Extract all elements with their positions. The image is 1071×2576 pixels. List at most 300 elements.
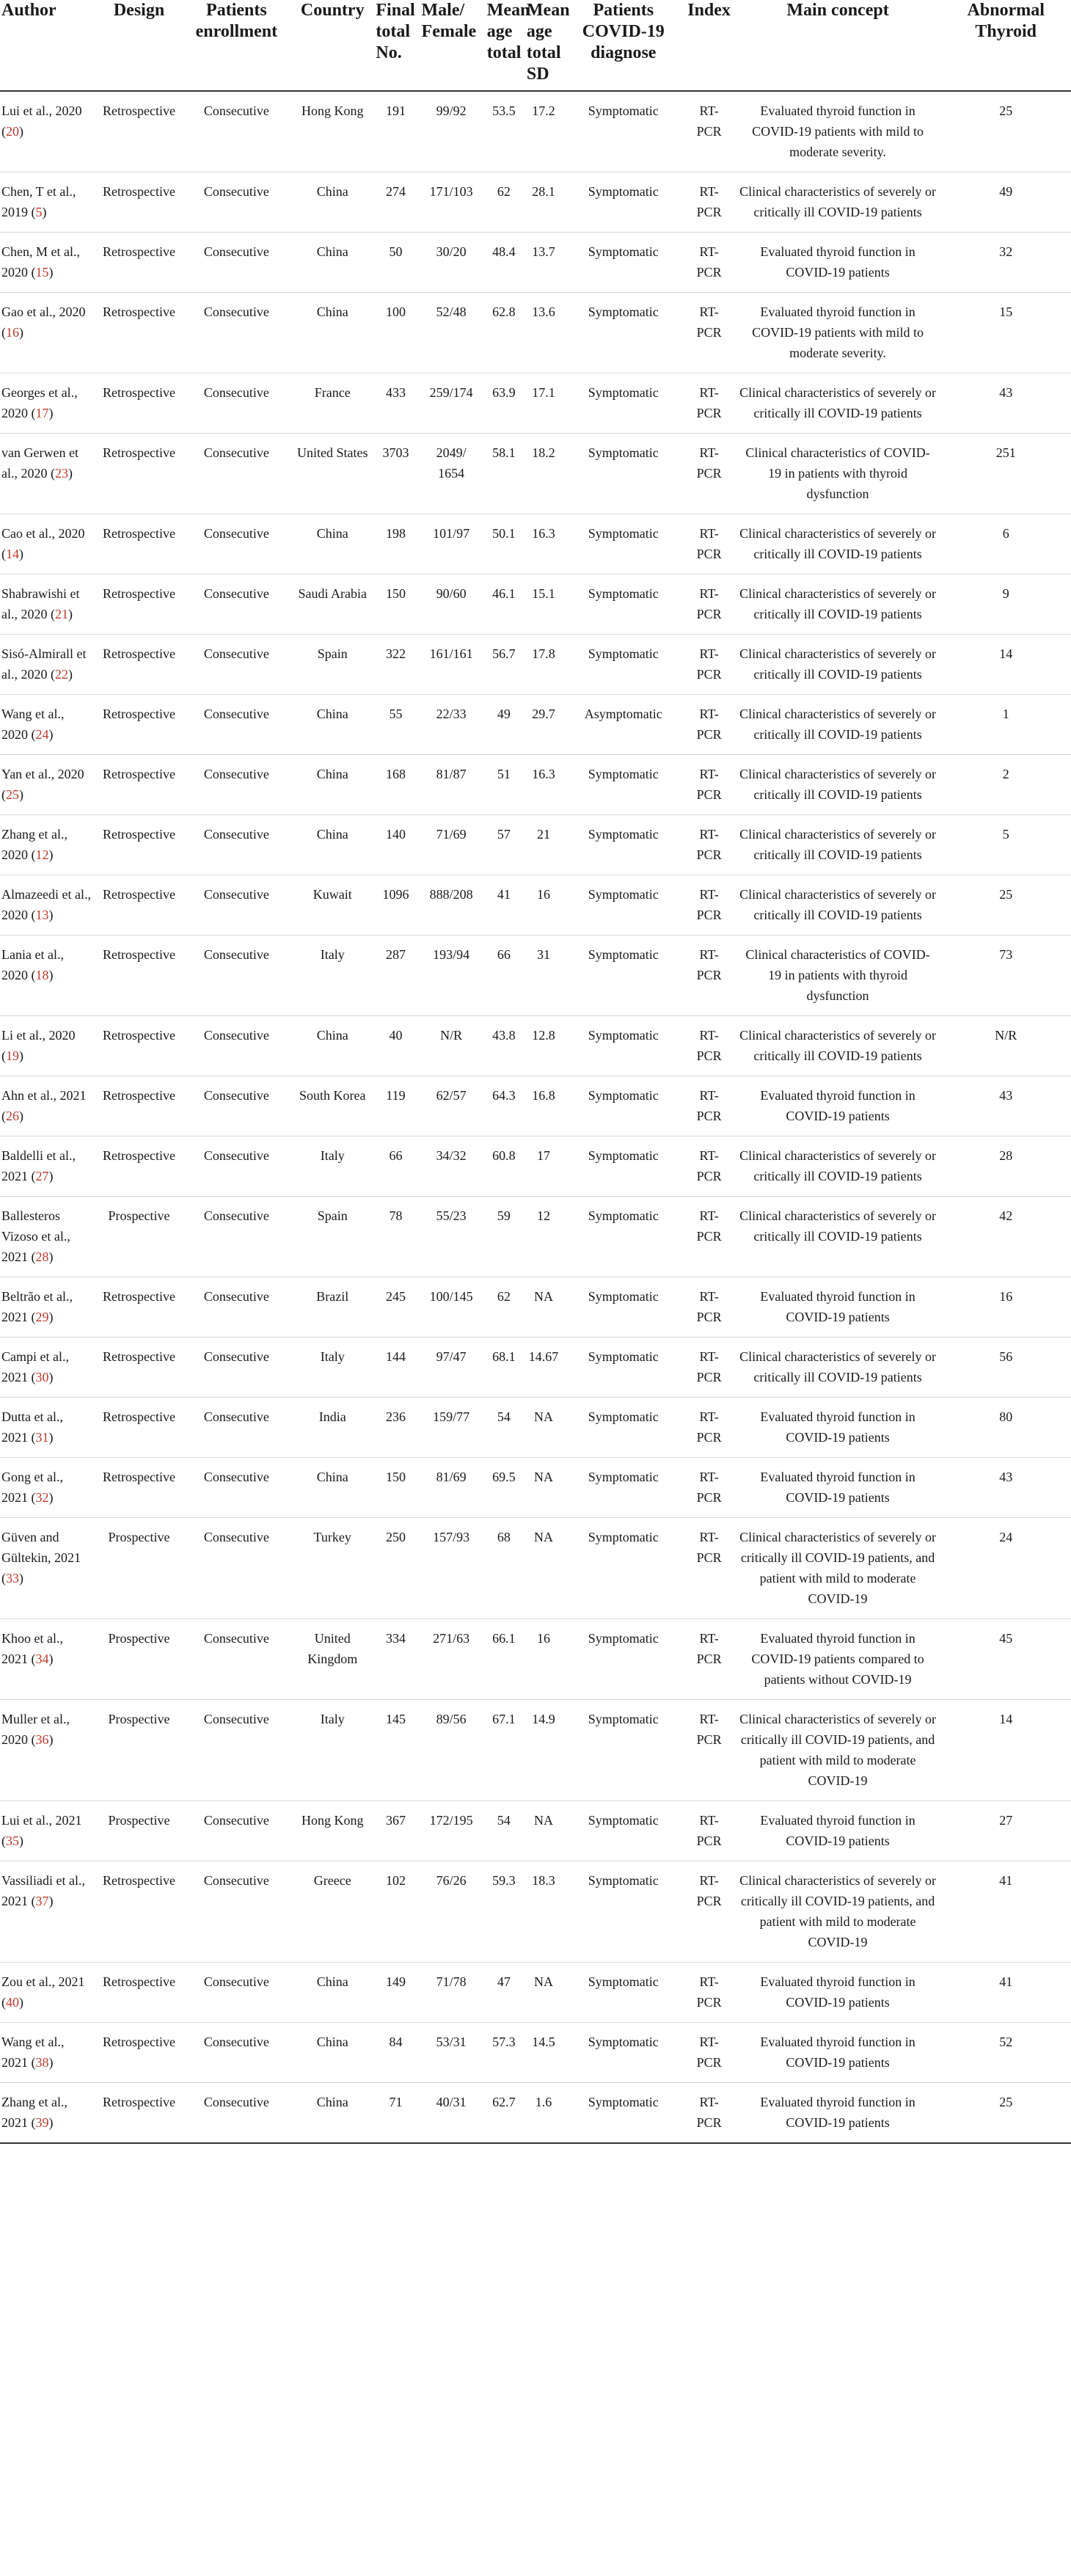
table-row bbox=[0, 233, 1071, 293]
table-row bbox=[0, 815, 1071, 875]
cell-main-concept: Evaluated thyroid function in COVID-19 patients bbox=[735, 1398, 941, 1458]
cell-final-total: 236 bbox=[373, 1398, 418, 1458]
cell-index: RT-PCR bbox=[683, 935, 734, 1016]
cell-abnormal-thyroid: 5 bbox=[940, 815, 1071, 875]
cell-mean-age-sd: 16.8 bbox=[524, 1076, 563, 1136]
cell-mean-age: 66.1 bbox=[484, 1619, 524, 1700]
cell-design: Retrospective bbox=[97, 1136, 180, 1197]
reference-link[interactable]: 32 bbox=[35, 1490, 49, 1505]
author-name: Dutta et al., 2021 bbox=[1, 1409, 63, 1445]
cell-final-total: 150 bbox=[373, 1458, 418, 1518]
cell-abnormal-thyroid: 52 bbox=[940, 2023, 1071, 2083]
cell-mean-age-sd: 17.1 bbox=[524, 373, 563, 434]
author-name: Lania et al., 2020 bbox=[1, 947, 64, 982]
reference-link[interactable]: 12 bbox=[35, 847, 49, 862]
cell-diagnose: Symptomatic bbox=[563, 1338, 683, 1398]
author-name: van Gerwen et al., 2020 bbox=[1, 445, 78, 481]
cell-enrollment: Consecutive bbox=[181, 635, 292, 695]
cell-mean-age-sd: NA bbox=[524, 1277, 563, 1338]
table-row bbox=[0, 1518, 1071, 1619]
cell-final-total: 198 bbox=[373, 514, 418, 574]
cell-country: Hong Kong bbox=[292, 91, 373, 172]
reference-link[interactable]: 20 bbox=[6, 124, 19, 139]
cell-enrollment: Consecutive bbox=[181, 1016, 292, 1076]
cell-final-total: 119 bbox=[373, 1076, 418, 1136]
table-row bbox=[0, 1277, 1071, 1338]
cell-final-total: 274 bbox=[373, 172, 418, 233]
cell-enrollment: Consecutive bbox=[181, 172, 292, 233]
reference-link[interactable]: 5 bbox=[35, 205, 43, 219]
cell-index: RT-PCR bbox=[683, 233, 734, 293]
cell-enrollment: Consecutive bbox=[181, 755, 292, 815]
cell-index: RT-PCR bbox=[683, 91, 734, 172]
cell-design: Retrospective bbox=[97, 91, 180, 172]
cell-index: RT-PCR bbox=[683, 2083, 734, 2144]
cell-diagnose: Symptomatic bbox=[563, 755, 683, 815]
cell-author: Zhang et al., 2020 (12) bbox=[0, 815, 97, 875]
cell-male-female: 271/63 bbox=[419, 1619, 484, 1700]
cell-final-total: 168 bbox=[373, 755, 418, 815]
cell-design: Retrospective bbox=[97, 514, 180, 574]
reference-link[interactable]: 38 bbox=[35, 2055, 49, 2070]
cell-design: Retrospective bbox=[97, 2023, 180, 2083]
table-row bbox=[0, 1398, 1071, 1458]
reference-link[interactable]: 23 bbox=[55, 466, 68, 481]
cell-country: Italy bbox=[292, 1136, 373, 1197]
cell-index: RT-PCR bbox=[683, 1700, 734, 1801]
cell-diagnose: Symptomatic bbox=[563, 1458, 683, 1518]
reference-link[interactable]: 25 bbox=[6, 787, 19, 802]
cell-index: RT-PCR bbox=[683, 172, 734, 233]
cell-index: RT-PCR bbox=[683, 815, 734, 875]
cell-country: France bbox=[292, 373, 373, 434]
cell-diagnose: Symptomatic bbox=[563, 1518, 683, 1619]
cell-final-total: 66 bbox=[373, 1136, 418, 1197]
author-name: Beltrão et al., 2021 bbox=[1, 1289, 73, 1324]
cell-diagnose: Symptomatic bbox=[563, 1197, 683, 1277]
cell-author: Zou et al., 2021 (40) bbox=[0, 1963, 97, 2023]
cell-mean-age-sd: 1.6 bbox=[524, 2083, 563, 2144]
cell-country: China bbox=[292, 172, 373, 233]
reference-link[interactable]: 18 bbox=[35, 968, 49, 982]
reference-link[interactable]: 13 bbox=[35, 908, 49, 922]
cell-author: Lui et al., 2020 (20) bbox=[0, 91, 97, 172]
author-name: Muller et al., 2020 bbox=[1, 1712, 70, 1747]
cell-abnormal-thyroid: 49 bbox=[940, 172, 1071, 233]
author-name: Chen, M et al., 2020 bbox=[1, 244, 80, 280]
cell-abnormal-thyroid: 25 bbox=[940, 2083, 1071, 2144]
cell-abnormal-thyroid: 56 bbox=[940, 1338, 1071, 1398]
reference-link[interactable]: 29 bbox=[35, 1310, 49, 1324]
cell-mean-age-sd: 12 bbox=[524, 1197, 563, 1277]
cell-mean-age-sd: 18.3 bbox=[524, 1861, 563, 1963]
cell-main-concept: Evaluated thyroid function in COVID-19 patients bbox=[735, 2023, 941, 2083]
cell-main-concept: Clinical characteristics of severely or critically ill COVID-19 patients bbox=[735, 875, 941, 935]
reference-link[interactable]: 33 bbox=[6, 1571, 19, 1586]
reference-link[interactable]: 19 bbox=[6, 1048, 19, 1063]
cell-mean-age-sd: NA bbox=[524, 1963, 563, 2023]
cell-design: Retrospective bbox=[97, 1398, 180, 1458]
cell-country: Saudi Arabia bbox=[292, 574, 373, 635]
cell-mean-age: 57.3 bbox=[484, 2023, 524, 2083]
cell-diagnose: Symptomatic bbox=[563, 1861, 683, 1963]
reference-link[interactable]: 34 bbox=[35, 1652, 49, 1666]
cell-author: Dutta et al., 2021 (31) bbox=[0, 1398, 97, 1458]
cell-design: Prospective bbox=[97, 1197, 180, 1277]
reference-link[interactable]: 39 bbox=[35, 2115, 49, 2130]
cell-main-concept: Clinical characteristics of severely or critically ill COVID-19 patients bbox=[735, 574, 941, 635]
cell-index: RT-PCR bbox=[683, 635, 734, 695]
cell-main-concept: Clinical characteristics of severely or critically ill COVID-19 patients, and patient with mild to moderate COVID-19 bbox=[735, 1700, 941, 1801]
cell-author: Lania et al., 2020 (18) bbox=[0, 935, 97, 1016]
cell-enrollment: Consecutive bbox=[181, 373, 292, 434]
header-diagnose: Patients COVID-19 diagnose bbox=[563, 0, 683, 91]
header-enrollment: Patients enrollment bbox=[181, 0, 292, 91]
cell-mean-age-sd: NA bbox=[524, 1458, 563, 1518]
author-name: Zou et al., 2021 bbox=[1, 1974, 85, 1989]
cell-index: RT-PCR bbox=[683, 373, 734, 434]
author-name: Cao et al., 2020 bbox=[1, 526, 85, 541]
cell-mean-age: 60.8 bbox=[484, 1136, 524, 1197]
cell-abnormal-thyroid: 1 bbox=[940, 695, 1071, 755]
cell-final-total: 3703 bbox=[373, 434, 418, 514]
cell-author: Baldelli et al., 2021 (27) bbox=[0, 1136, 97, 1197]
cell-male-female: 71/78 bbox=[419, 1963, 484, 2023]
cell-final-total: 78 bbox=[373, 1197, 418, 1277]
table-row bbox=[0, 514, 1071, 574]
author-name: Baldelli et al., 2021 bbox=[1, 1148, 76, 1183]
cell-enrollment: Consecutive bbox=[181, 2083, 292, 2144]
cell-index: RT-PCR bbox=[683, 1398, 734, 1458]
cell-diagnose: Symptomatic bbox=[563, 172, 683, 233]
table-row bbox=[0, 293, 1071, 373]
cell-index: RT-PCR bbox=[683, 1861, 734, 1963]
cell-mean-age: 51 bbox=[484, 755, 524, 815]
reference-link[interactable]: 27 bbox=[35, 1169, 49, 1183]
cell-country: China bbox=[292, 1016, 373, 1076]
cell-abnormal-thyroid: 80 bbox=[940, 1398, 1071, 1458]
cell-final-total: 100 bbox=[373, 293, 418, 373]
cell-author: Sisó-Almirall et al., 2020 (22) bbox=[0, 635, 97, 695]
reference-link[interactable]: 31 bbox=[35, 1430, 49, 1445]
cell-enrollment: Consecutive bbox=[181, 1700, 292, 1801]
cell-country: China bbox=[292, 2083, 373, 2144]
reference-link[interactable]: 28 bbox=[35, 1249, 49, 1264]
cell-male-female: 40/31 bbox=[419, 2083, 484, 2144]
cell-mean-age-sd: 16 bbox=[524, 875, 563, 935]
cell-final-total: 334 bbox=[373, 1619, 418, 1700]
cell-author: Beltrão et al., 2021 (29) bbox=[0, 1277, 97, 1338]
cell-mean-age: 68.1 bbox=[484, 1338, 524, 1398]
author-name: Ballesteros Vizoso et al., 2021 bbox=[1, 1208, 70, 1264]
cell-enrollment: Consecutive bbox=[181, 1458, 292, 1518]
cell-index: RT-PCR bbox=[683, 1277, 734, 1338]
cell-abnormal-thyroid: 43 bbox=[940, 1458, 1071, 1518]
cell-diagnose: Symptomatic bbox=[563, 635, 683, 695]
cell-country: China bbox=[292, 233, 373, 293]
cell-enrollment: Consecutive bbox=[181, 1398, 292, 1458]
cell-diagnose: Symptomatic bbox=[563, 2083, 683, 2144]
cell-mean-age: 62 bbox=[484, 1277, 524, 1338]
header-mean-age-sd: Mean age total SD bbox=[524, 0, 563, 91]
header-country: Country bbox=[292, 0, 373, 91]
cell-final-total: 191 bbox=[373, 91, 418, 172]
cell-diagnose: Symptomatic bbox=[563, 1398, 683, 1458]
cell-final-total: 245 bbox=[373, 1277, 418, 1338]
table-row bbox=[0, 1861, 1071, 1963]
author-name: Lui et al., 2020 bbox=[1, 103, 82, 118]
cell-male-female: 2049/ 1654 bbox=[419, 434, 484, 514]
cell-design: Retrospective bbox=[97, 1963, 180, 2023]
cell-mean-age-sd: 15.1 bbox=[524, 574, 563, 635]
cell-main-concept: Clinical characteristics of severely or critically ill COVID-19 patients bbox=[735, 172, 941, 233]
cell-main-concept: Clinical characteristics of COVID-19 in patients with thyroid dysfunction bbox=[735, 935, 941, 1016]
table-row bbox=[0, 2023, 1071, 2083]
table-row bbox=[0, 1136, 1071, 1197]
cell-country: China bbox=[292, 1458, 373, 1518]
cell-index: RT-PCR bbox=[683, 2023, 734, 2083]
cell-main-concept: Clinical characteristics of severely or critically ill COVID-19 patients bbox=[735, 1197, 941, 1277]
cell-diagnose: Symptomatic bbox=[563, 815, 683, 875]
cell-abnormal-thyroid: 24 bbox=[940, 1518, 1071, 1619]
reference-link[interactable]: 17 bbox=[35, 406, 49, 420]
table-row bbox=[0, 635, 1071, 695]
cell-mean-age: 57 bbox=[484, 815, 524, 875]
cell-author: Yan et al., 2020 (25) bbox=[0, 755, 97, 815]
author-name: Almazeedi et al., 2020 bbox=[1, 887, 91, 922]
cell-main-concept: Clinical characteristics of severely or critically ill COVID-19 patients bbox=[735, 695, 941, 755]
author-name: Zhang et al., 2020 bbox=[1, 827, 67, 862]
cell-final-total: 145 bbox=[373, 1700, 418, 1801]
cell-diagnose: Symptomatic bbox=[563, 875, 683, 935]
cell-main-concept: Evaluated thyroid function in COVID-19 patients bbox=[735, 1076, 941, 1136]
cell-final-total: 367 bbox=[373, 1801, 418, 1861]
header-index: Index bbox=[683, 0, 734, 91]
cell-diagnose: Symptomatic bbox=[563, 1963, 683, 2023]
cell-mean-age: 63.9 bbox=[484, 373, 524, 434]
cell-main-concept: Evaluated thyroid function in COVID-19 patients bbox=[735, 2083, 941, 2144]
reference-link[interactable]: 22 bbox=[55, 667, 68, 682]
table-row bbox=[0, 1076, 1071, 1136]
author-name: Ahn et al., 2021 bbox=[1, 1088, 87, 1103]
reference-link[interactable]: 16 bbox=[6, 325, 19, 340]
cell-author: Georges et al., 2020 (17) bbox=[0, 373, 97, 434]
cell-design: Retrospective bbox=[97, 1861, 180, 1963]
author-name: Gao et al., 2020 bbox=[1, 304, 86, 319]
cell-abnormal-thyroid: 27 bbox=[940, 1801, 1071, 1861]
table-body bbox=[0, 91, 1071, 2143]
cell-country: Kuwait bbox=[292, 875, 373, 935]
cell-country: Italy bbox=[292, 1338, 373, 1398]
cell-diagnose: Symptomatic bbox=[563, 1136, 683, 1197]
cell-final-total: 250 bbox=[373, 1518, 418, 1619]
cell-mean-age-sd: 17.8 bbox=[524, 635, 563, 695]
cell-enrollment: Consecutive bbox=[181, 1963, 292, 2023]
cell-mean-age-sd: 13.7 bbox=[524, 233, 563, 293]
cell-mean-age: 43.8 bbox=[484, 1016, 524, 1076]
cell-design: Retrospective bbox=[97, 695, 180, 755]
cell-mean-age: 54 bbox=[484, 1398, 524, 1458]
cell-author: Vassiliadi et al., 2021 (37) bbox=[0, 1861, 97, 1963]
cell-author: Cao et al., 2020 (14) bbox=[0, 514, 97, 574]
cell-index: RT-PCR bbox=[683, 434, 734, 514]
cell-diagnose: Symptomatic bbox=[563, 1016, 683, 1076]
cell-final-total: 322 bbox=[373, 635, 418, 695]
cell-author: Wang et al., 2020 (24) bbox=[0, 695, 97, 755]
author-name: Zhang et al., 2021 bbox=[1, 2095, 67, 2130]
cell-enrollment: Consecutive bbox=[181, 293, 292, 373]
cell-abnormal-thyroid: 14 bbox=[940, 1700, 1071, 1801]
reference-link[interactable]: 26 bbox=[6, 1109, 19, 1123]
cell-diagnose: Symptomatic bbox=[563, 1076, 683, 1136]
cell-mean-age-sd: 31 bbox=[524, 935, 563, 1016]
reference-link[interactable]: 37 bbox=[35, 1894, 49, 1908]
cell-design: Prospective bbox=[97, 1619, 180, 1700]
table-row bbox=[0, 574, 1071, 635]
cell-diagnose: Symptomatic bbox=[563, 1700, 683, 1801]
cell-male-female: N/R bbox=[419, 1016, 484, 1076]
cell-enrollment: Consecutive bbox=[181, 1136, 292, 1197]
cell-final-total: 140 bbox=[373, 815, 418, 875]
cell-final-total: 1096 bbox=[373, 875, 418, 935]
reference-link[interactable]: 36 bbox=[35, 1732, 49, 1747]
cell-main-concept: Clinical characteristics of COVID-19 in patients with thyroid dysfunction bbox=[735, 434, 941, 514]
cell-abnormal-thyroid: N/R bbox=[940, 1016, 1071, 1076]
cell-diagnose: Asymptomatic bbox=[563, 695, 683, 755]
reference-link[interactable]: 30 bbox=[35, 1370, 49, 1384]
cell-author: Muller et al., 2020 (36) bbox=[0, 1700, 97, 1801]
cell-male-female: 259/174 bbox=[419, 373, 484, 434]
cell-design: Retrospective bbox=[97, 233, 180, 293]
cell-mean-age: 47 bbox=[484, 1963, 524, 2023]
cell-enrollment: Consecutive bbox=[181, 1518, 292, 1619]
cell-diagnose: Symptomatic bbox=[563, 1277, 683, 1338]
cell-enrollment: Consecutive bbox=[181, 2023, 292, 2083]
cell-main-concept: Clinical characteristics of severely or critically ill COVID-19 patients bbox=[735, 514, 941, 574]
cell-country: Italy bbox=[292, 1700, 373, 1801]
author-name: Wang et al., 2020 bbox=[1, 707, 65, 742]
cell-country: India bbox=[292, 1398, 373, 1458]
table-row bbox=[0, 1700, 1071, 1801]
cell-diagnose: Symptomatic bbox=[563, 434, 683, 514]
cell-design: Retrospective bbox=[97, 815, 180, 875]
cell-main-concept: Evaluated thyroid function in COVID-19 patients bbox=[735, 1277, 941, 1338]
cell-index: RT-PCR bbox=[683, 1197, 734, 1277]
cell-mean-age-sd: 14.67 bbox=[524, 1338, 563, 1398]
reference-link[interactable]: 14 bbox=[6, 547, 19, 561]
cell-design: Retrospective bbox=[97, 2083, 180, 2144]
cell-abnormal-thyroid: 2 bbox=[940, 755, 1071, 815]
cell-author: Shabrawishi et al., 2020 (21) bbox=[0, 574, 97, 635]
cell-abnormal-thyroid: 45 bbox=[940, 1619, 1071, 1700]
cell-final-total: 50 bbox=[373, 233, 418, 293]
cell-mean-age: 67.1 bbox=[484, 1700, 524, 1801]
cell-mean-age: 46.1 bbox=[484, 574, 524, 635]
cell-enrollment: Consecutive bbox=[181, 1277, 292, 1338]
cell-abnormal-thyroid: 14 bbox=[940, 635, 1071, 695]
header-main-concept: Main concept bbox=[735, 0, 941, 91]
cell-main-concept: Evaluated thyroid function in COVID-19 patients bbox=[735, 1458, 941, 1518]
cell-design: Retrospective bbox=[97, 1277, 180, 1338]
cell-index: RT-PCR bbox=[683, 514, 734, 574]
cell-author: Khoo et al., 2021 (34) bbox=[0, 1619, 97, 1700]
cell-mean-age: 62.7 bbox=[484, 2083, 524, 2144]
cell-country: China bbox=[292, 1963, 373, 2023]
table-row bbox=[0, 935, 1071, 1016]
cell-main-concept: Clinical characteristics of severely or critically ill COVID-19 patients bbox=[735, 1338, 941, 1398]
cell-country: South Korea bbox=[292, 1076, 373, 1136]
cell-author: Güven and Gültekin, 2021 (33) bbox=[0, 1518, 97, 1619]
cell-abnormal-thyroid: 9 bbox=[940, 574, 1071, 635]
reference-link[interactable]: 40 bbox=[6, 1995, 19, 2010]
table-row bbox=[0, 1338, 1071, 1398]
header-final-total: Final total No. bbox=[373, 0, 418, 91]
cell-main-concept: Clinical characteristics of severely or critically ill COVID-19 patients bbox=[735, 635, 941, 695]
cell-male-female: 172/195 bbox=[419, 1801, 484, 1861]
cell-mean-age-sd: NA bbox=[524, 1398, 563, 1458]
table-row bbox=[0, 172, 1071, 233]
cell-male-female: 99/92 bbox=[419, 91, 484, 172]
cell-mean-age: 53.5 bbox=[484, 91, 524, 172]
cell-mean-age-sd: 16.3 bbox=[524, 514, 563, 574]
author-name: Georges et al., 2020 bbox=[1, 385, 78, 420]
cell-male-female: 159/77 bbox=[419, 1398, 484, 1458]
cell-mean-age: 54 bbox=[484, 1801, 524, 1861]
cell-country: China bbox=[292, 2023, 373, 2083]
cell-abnormal-thyroid: 25 bbox=[940, 91, 1071, 172]
table-row bbox=[0, 1197, 1071, 1277]
cell-enrollment: Consecutive bbox=[181, 875, 292, 935]
cell-abnormal-thyroid: 73 bbox=[940, 935, 1071, 1016]
cell-main-concept: Clinical characteristics of severely or critically ill COVID-19 patients bbox=[735, 815, 941, 875]
reference-link[interactable]: 21 bbox=[55, 607, 68, 621]
cell-design: Retrospective bbox=[97, 1076, 180, 1136]
cell-enrollment: Consecutive bbox=[181, 1861, 292, 1963]
cell-enrollment: Consecutive bbox=[181, 1619, 292, 1700]
cell-male-female: 171/103 bbox=[419, 172, 484, 233]
cell-design: Retrospective bbox=[97, 635, 180, 695]
cell-abnormal-thyroid: 43 bbox=[940, 373, 1071, 434]
cell-main-concept: Evaluated thyroid function in COVID-19 patients with mild to moderate severity. bbox=[735, 91, 941, 172]
cell-main-concept: Clinical characteristics of severely or critically ill COVID-19 patients, and patient with mild to moderate COVID-19 bbox=[735, 1861, 941, 1963]
cell-index: RT-PCR bbox=[683, 755, 734, 815]
cell-male-female: 22/33 bbox=[419, 695, 484, 755]
cell-country: Spain bbox=[292, 1197, 373, 1277]
cell-main-concept: Clinical characteristics of severely or critically ill COVID-19 patients bbox=[735, 373, 941, 434]
cell-mean-age: 41 bbox=[484, 875, 524, 935]
cell-diagnose: Symptomatic bbox=[563, 373, 683, 434]
cell-author: van Gerwen et al., 2020 (23) bbox=[0, 434, 97, 514]
cell-male-female: 53/31 bbox=[419, 2023, 484, 2083]
cell-diagnose: Symptomatic bbox=[563, 1801, 683, 1861]
author-name: Güven and Gültekin, 2021 bbox=[1, 1530, 81, 1565]
cell-index: RT-PCR bbox=[683, 1963, 734, 2023]
cell-abnormal-thyroid: 41 bbox=[940, 1963, 1071, 2023]
cell-mean-age-sd: 28.1 bbox=[524, 172, 563, 233]
cell-design: Retrospective bbox=[97, 172, 180, 233]
cell-abnormal-thyroid: 43 bbox=[940, 1076, 1071, 1136]
cell-mean-age: 66 bbox=[484, 935, 524, 1016]
reference-link[interactable]: 15 bbox=[35, 265, 49, 280]
cell-mean-age-sd: 14.5 bbox=[524, 2023, 563, 2083]
cell-country: China bbox=[292, 695, 373, 755]
reference-link[interactable]: 35 bbox=[6, 1834, 19, 1848]
cell-abnormal-thyroid: 32 bbox=[940, 233, 1071, 293]
cell-male-female: 157/93 bbox=[419, 1518, 484, 1619]
table-row bbox=[0, 434, 1071, 514]
reference-link[interactable]: 24 bbox=[35, 727, 49, 742]
cell-enrollment: Consecutive bbox=[181, 514, 292, 574]
